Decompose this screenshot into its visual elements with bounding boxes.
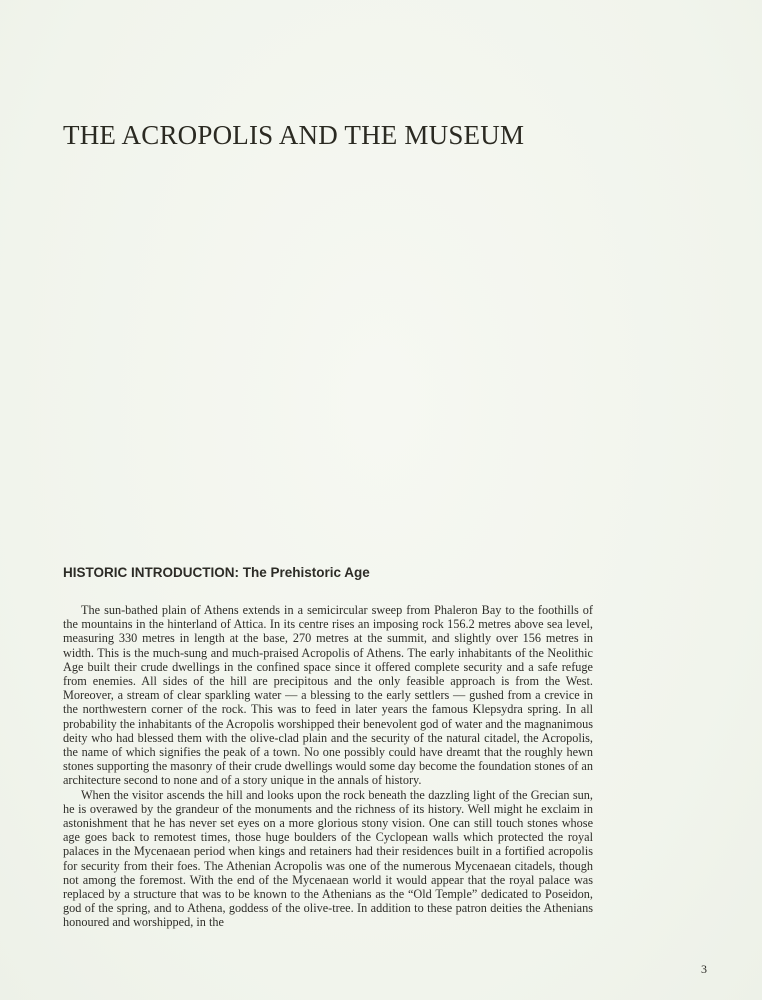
paragraph: The sun-bathed plain of Athens extends in a semicircular sweep from Phaleron Bay to the foothills of the mountains in the hinterland of Attica. In its centre rises an imposing rock 156.2 metres above sea level, measuring 330 metres in length at the base, 270 metres at the summit, and slightly over 156 metres in width. This is the much-sung and much-praised Acropolis of Athens. The early inhabitants of the Neolithic Age built their crude dwellings in the confined space since it offered complete security and a safe refuge from enemies. All sides of the hill are precipitous and the only feasible approach is from the West. Moreover, a stream of clear sparkling water — a blessing to the early settlers — gushed from a crevice in the northwestern corner of the rock. This was to feed in later years the famous Klepsydra spring. In all probability the inhabitants of the Acropolis worshipped their benevolent god of water and the magnanimous deity who had blessed them with the olive-clad plain and the security of the natural citadel, the Acropolis, the name of which signifies the peak of a town. No one possibly could have dreamt that the roughly hewn stones supporting the masonry of their crude dwellings would some day become the foundation stones of an architecture second to none and of a story unique in the annals of history.	[63, 603, 593, 788]
page-number: 3	[701, 962, 707, 976]
section-heading: HISTORIC INTRODUCTION: The Prehistoric Age	[63, 565, 370, 580]
paragraph: When the visitor ascends the hill and looks upon the rock beneath the dazzling light of the Grecian sun, he is overawed by the grandeur of the monuments and the richness of its history. Well might he exclaim in astonishment that he has never set eyes on a more glorious stony vision. One can still touch stones whose age goes back to remotest times, those huge boulders of the Cyclopean walls which protected the royal palaces in the Mycenaean period when kings and retainers had their residences built in a fortified acropolis for security from their foes. The Athenian Acropolis was one of the numerous Mycenaean citadels, though not among the foremost. With the end of the Mycenaean world it would appear that the royal palace was replaced by a structure that was to be known to the Athenians as the “Old Temple” dedicated to Poseidon, god of the spring, and to Athena, goddess of the olive-tree. In addition to these patron deities the Athenians honoured and worshipped, in the	[63, 787, 593, 930]
page-title: THE ACROPOLIS AND THE MUSEUM	[63, 120, 525, 150]
body-text	[63, 603, 593, 930]
